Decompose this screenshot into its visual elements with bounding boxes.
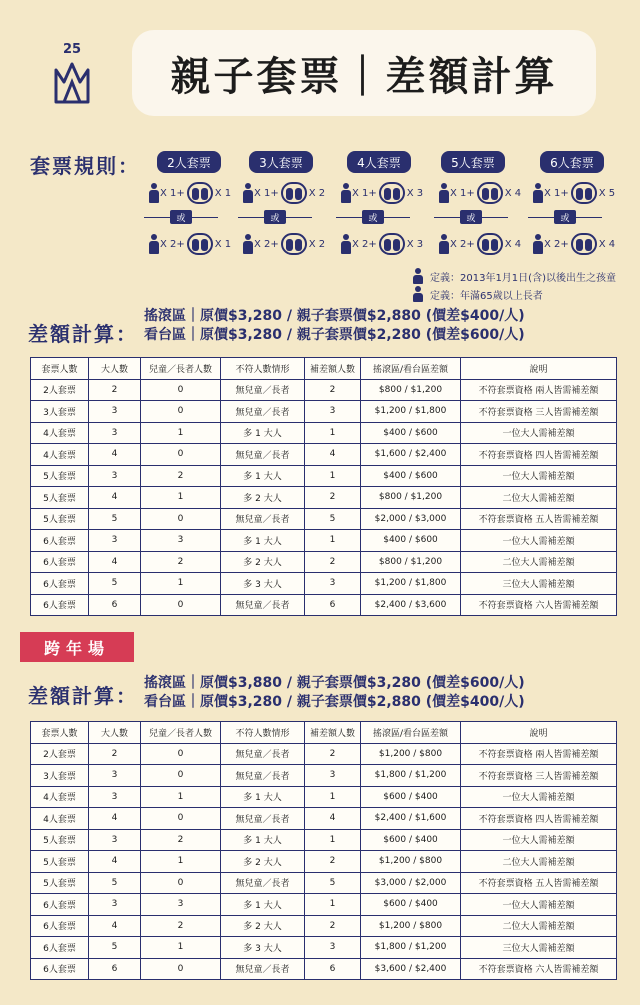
child-elder-icon	[571, 233, 597, 255]
table-cell: $2,400 / $3,600	[361, 594, 461, 616]
or-badge: 或	[362, 210, 384, 224]
table-cell: 2	[141, 465, 221, 487]
table-cell: 3	[89, 401, 141, 423]
table-cell: 多 2 大人	[221, 551, 305, 573]
child-elder-icon	[379, 233, 405, 255]
table-cell: 2人套票	[31, 379, 89, 401]
child-elder-icon	[281, 182, 307, 204]
table-cell: 2	[89, 379, 141, 401]
table-cell: $1,200 / $1,800	[361, 573, 461, 595]
column-header: 套票人數	[31, 358, 89, 380]
table-cell: 無兒童／長者	[221, 958, 305, 980]
package-pill: 3人套票	[249, 151, 313, 173]
table-cell: 二位大人需補差額	[461, 551, 617, 573]
diff-label-1: 差額計算：	[28, 322, 138, 346]
page-title: 親子套票｜差額計算	[170, 53, 558, 100]
table-row	[31, 465, 617, 487]
table-row	[31, 851, 617, 873]
adult-icon	[438, 234, 450, 254]
table-cell: 5	[89, 508, 141, 530]
price-line: 搖滾區｜原價$3,880 / 親子套票價$3,280 (價差$600/人)	[144, 675, 525, 691]
table-cell: 1	[141, 937, 221, 959]
table-cell: 多 1 大人	[221, 465, 305, 487]
adult-count: X 2+	[160, 238, 185, 250]
adult-count: X 1+	[544, 187, 569, 199]
table-cell: 4	[89, 444, 141, 466]
table-cell: 三位大人需補差額	[461, 573, 617, 595]
table-cell: 不符套票資格 三人皆需補差額	[461, 765, 617, 787]
table-cell: 不符套票資格 四人皆需補差額	[461, 808, 617, 830]
table-cell: 多 3 大人	[221, 573, 305, 595]
adult-count: X 1+	[450, 187, 475, 199]
price-line: 看台區｜原價$3,280 / 親子套票價$2,880 (價差$400/人)	[144, 694, 525, 710]
table-cell: 無兒童／長者	[221, 872, 305, 894]
package-formula	[242, 178, 325, 208]
table-row	[31, 958, 617, 980]
brand-logo	[50, 42, 94, 106]
table-cell: 6人套票	[31, 530, 89, 552]
table-cell: $3,600 / $2,400	[361, 958, 461, 980]
table-cell: 3	[89, 894, 141, 916]
table-cell: 0	[141, 401, 221, 423]
table-cell: 2	[141, 551, 221, 573]
or-badge: 或	[460, 210, 482, 224]
table-cell: 不符套票資格 六人皆需補差額	[461, 958, 617, 980]
diff-label-2: 差額計算：	[28, 684, 138, 708]
table-header-row	[31, 358, 617, 380]
table-row	[31, 551, 617, 573]
table-cell: 無兒童／長者	[221, 765, 305, 787]
table-cell: 4	[89, 915, 141, 937]
table-row	[31, 937, 617, 959]
table-cell: 3人套票	[31, 765, 89, 787]
table-cell: $1,800 / $1,200	[361, 937, 461, 959]
or-badge: 或	[554, 210, 576, 224]
table-cell: 6人套票	[31, 894, 89, 916]
table-cell: 0	[141, 379, 221, 401]
table-row	[31, 829, 617, 851]
table-cell: $2,400 / $1,600	[361, 808, 461, 830]
table-cell: 不符套票資格 六人皆需補差額	[461, 594, 617, 616]
table-cell: $1,200 / $1,800	[361, 401, 461, 423]
adult-count: X 2+	[352, 238, 377, 250]
table-cell: 2	[305, 743, 361, 765]
table-cell: $1,800 / $1,200	[361, 765, 461, 787]
table-row	[31, 786, 617, 808]
table-cell: 0	[141, 444, 221, 466]
child-count: X 5	[598, 187, 616, 199]
child-elder-icon	[187, 182, 213, 204]
table-row	[31, 401, 617, 423]
table-cell: 一位大人需補差額	[461, 422, 617, 444]
table-cell: 5人套票	[31, 851, 89, 873]
child-elder-icon	[477, 233, 503, 255]
package-formula	[532, 229, 615, 259]
table-cell: 0	[141, 743, 221, 765]
table-cell: 一位大人需補差額	[461, 894, 617, 916]
table-cell: 無兒童／長者	[221, 379, 305, 401]
or-badge: 或	[264, 210, 286, 224]
table-cell: 3	[89, 465, 141, 487]
table-cell: 3人套票	[31, 401, 89, 423]
table-cell: 0	[141, 872, 221, 894]
column-header: 說明	[461, 722, 617, 744]
table-cell: 1	[305, 894, 361, 916]
package-formula	[148, 178, 231, 208]
table-cell: 2	[305, 851, 361, 873]
table-cell: 1	[141, 487, 221, 509]
column-header: 兒童／長者人數	[141, 722, 221, 744]
table-cell: $400 / $600	[361, 530, 461, 552]
table-cell: 2	[141, 829, 221, 851]
table-cell: 4人套票	[31, 786, 89, 808]
column-header: 大人數	[89, 722, 141, 744]
difference-table-1	[30, 357, 617, 616]
table-cell: $2,000 / $3,000	[361, 508, 461, 530]
table-cell: 4	[305, 444, 361, 466]
table-cell: 4	[89, 551, 141, 573]
child-count: X 2	[308, 238, 326, 250]
child-count: X 4	[598, 238, 616, 250]
adult-count: X 2+	[254, 238, 279, 250]
table-cell: 3	[305, 765, 361, 787]
table-cell: 5人套票	[31, 508, 89, 530]
table-cell: 0	[141, 765, 221, 787]
table-cell: 5人套票	[31, 487, 89, 509]
table-cell: $1,200 / $800	[361, 851, 461, 873]
table-row	[31, 530, 617, 552]
difference-table-2	[30, 721, 617, 980]
table-cell: $1,200 / $800	[361, 915, 461, 937]
package-formula	[438, 178, 521, 208]
table-cell: 6	[89, 958, 141, 980]
column-header: 大人數	[89, 358, 141, 380]
legend-elder-text: 定義：年滿65歲以上長者	[430, 290, 543, 302]
package-formula	[242, 229, 325, 259]
table-cell: 3	[305, 573, 361, 595]
table-cell: 不符套票資格 四人皆需補差額	[461, 444, 617, 466]
child-count: X 4	[504, 238, 522, 250]
adult-count: X 1+	[254, 187, 279, 199]
table-cell: 3	[305, 937, 361, 959]
child-elder-icon	[477, 182, 503, 204]
child-elder-icon	[187, 233, 213, 255]
table-cell: 6人套票	[31, 915, 89, 937]
table-row	[31, 487, 617, 509]
legend-child-text: 定義：2013年1月1日(含)以後出生之孩童	[430, 272, 616, 284]
table-cell: 2	[305, 551, 361, 573]
adult-count: X 1+	[352, 187, 377, 199]
table-cell: $800 / $1,200	[361, 379, 461, 401]
table-cell: 0	[141, 508, 221, 530]
table-cell: 無兒童／長者	[221, 743, 305, 765]
adult-icon	[438, 183, 450, 203]
table-cell: 1	[305, 422, 361, 444]
table-cell: 5	[89, 937, 141, 959]
child-elder-icon	[571, 182, 597, 204]
legend-child	[412, 268, 616, 284]
table-cell: 無兒童／長者	[221, 808, 305, 830]
table-cell: 6	[305, 594, 361, 616]
table-cell: 一位大人需補差額	[461, 530, 617, 552]
table-cell: 4	[305, 808, 361, 830]
table-row	[31, 872, 617, 894]
table-cell: 一位大人需補差額	[461, 786, 617, 808]
package-formula	[148, 229, 231, 259]
table-row	[31, 594, 617, 616]
table-cell: 不符套票資格 五人皆需補差額	[461, 872, 617, 894]
adult-count: X 2+	[450, 238, 475, 250]
child-count: X 1	[214, 187, 232, 199]
package-pill: 2人套票	[157, 151, 221, 173]
child-elder-icon	[281, 233, 307, 255]
table-cell: 3	[89, 765, 141, 787]
table-cell: 5	[305, 508, 361, 530]
table-cell: $800 / $1,200	[361, 487, 461, 509]
table-cell: $1,200 / $800	[361, 743, 461, 765]
child-count: X 2	[308, 187, 326, 199]
adult-icon	[242, 183, 254, 203]
table-row	[31, 808, 617, 830]
table-cell: 5	[89, 573, 141, 595]
table-cell: 2	[305, 915, 361, 937]
table-cell: 1	[141, 573, 221, 595]
adult-icon	[532, 183, 544, 203]
table-cell: 5	[89, 872, 141, 894]
table-row	[31, 765, 617, 787]
price-lines-1	[144, 307, 525, 345]
package-formula	[438, 229, 521, 259]
rules-label: 套票規則：	[30, 154, 140, 178]
table-cell: 無兒童／長者	[221, 401, 305, 423]
table-cell: 3	[89, 422, 141, 444]
table-cell: 1	[305, 786, 361, 808]
table-cell: 4	[89, 487, 141, 509]
table-cell: 4人套票	[31, 808, 89, 830]
table-cell: 0	[141, 808, 221, 830]
child-icon	[412, 268, 424, 284]
table-row	[31, 422, 617, 444]
table-cell: 3	[141, 530, 221, 552]
table-cell: 多 2 大人	[221, 915, 305, 937]
new-year-badge: 跨年場	[20, 632, 134, 662]
legend-elder	[412, 286, 543, 302]
table-cell: $600 / $400	[361, 829, 461, 851]
table-cell: 2	[305, 379, 361, 401]
column-header: 補差額人數	[305, 722, 361, 744]
package-formula	[532, 178, 615, 208]
adult-icon	[340, 234, 352, 254]
table-cell: 一位大人需補差額	[461, 465, 617, 487]
column-header: 兒童／長者人數	[141, 358, 221, 380]
table-row	[31, 894, 617, 916]
table-row	[31, 915, 617, 937]
table-cell: $400 / $600	[361, 422, 461, 444]
table-cell: 3	[89, 530, 141, 552]
table-cell: 6人套票	[31, 958, 89, 980]
table-cell: 多 2 大人	[221, 487, 305, 509]
adult-icon	[340, 183, 352, 203]
table-cell: 4人套票	[31, 444, 89, 466]
table-cell: 多 3 大人	[221, 937, 305, 959]
table-cell: 二位大人需補差額	[461, 915, 617, 937]
table-cell: 多 1 大人	[221, 786, 305, 808]
table-cell: $600 / $400	[361, 894, 461, 916]
table-cell: 2	[141, 915, 221, 937]
adult-icon	[148, 234, 160, 254]
table-row	[31, 508, 617, 530]
adult-icon	[242, 234, 254, 254]
table-cell: 無兒童／長者	[221, 444, 305, 466]
table-cell: 無兒童／長者	[221, 508, 305, 530]
table-cell: 2	[305, 487, 361, 509]
table-cell: $800 / $1,200	[361, 551, 461, 573]
table-cell: 2	[89, 743, 141, 765]
table-cell: 不符套票資格 五人皆需補差額	[461, 508, 617, 530]
child-elder-icon	[379, 182, 405, 204]
package-formula	[340, 178, 423, 208]
table-cell: 6	[89, 594, 141, 616]
adult-count: X 1+	[160, 187, 185, 199]
table-cell: $1,600 / $2,400	[361, 444, 461, 466]
price-line: 看台區｜原價$3,280 / 親子套票價$2,280 (價差$600/人)	[144, 327, 525, 343]
table-cell: 1	[305, 829, 361, 851]
package-pill: 4人套票	[347, 151, 411, 173]
table-cell: 5人套票	[31, 872, 89, 894]
title-banner	[132, 30, 596, 116]
table-cell: 3	[89, 786, 141, 808]
column-header: 補差額人數	[305, 358, 361, 380]
table-cell: 多 1 大人	[221, 829, 305, 851]
elder-icon	[412, 286, 424, 302]
column-header: 套票人數	[31, 722, 89, 744]
table-cell: 4人套票	[31, 422, 89, 444]
table-cell: 不符套票資格 三人皆需補差額	[461, 401, 617, 423]
table-cell: 6	[305, 958, 361, 980]
column-header: 不符人數情形	[221, 358, 305, 380]
table-cell: 5人套票	[31, 465, 89, 487]
or-badge: 或	[170, 210, 192, 224]
table-row	[31, 379, 617, 401]
table-cell: 6人套票	[31, 594, 89, 616]
adult-icon	[532, 234, 544, 254]
table-cell: 1	[141, 786, 221, 808]
table-cell: 2人套票	[31, 743, 89, 765]
child-count: X 1	[214, 238, 232, 250]
logo-number: 25	[62, 42, 82, 57]
column-header: 搖滾區/看台區差額	[361, 358, 461, 380]
child-count: X 3	[406, 238, 424, 250]
price-lines-2	[144, 674, 525, 712]
table-cell: 6人套票	[31, 937, 89, 959]
table-cell: $400 / $600	[361, 465, 461, 487]
table-cell: 3	[89, 829, 141, 851]
table-cell: 3	[141, 894, 221, 916]
table-cell: $3,000 / $2,000	[361, 872, 461, 894]
table-cell: 多 2 大人	[221, 851, 305, 873]
price-line: 搖滾區｜原價$3,280 / 親子套票價$2,880 (價差$400/人)	[144, 308, 525, 324]
table-cell: 三位大人需補差額	[461, 937, 617, 959]
table-cell: 1	[141, 422, 221, 444]
table-cell: 1	[141, 851, 221, 873]
table-cell: 多 1 大人	[221, 530, 305, 552]
table-cell: 無兒童／長者	[221, 594, 305, 616]
child-count: X 4	[504, 187, 522, 199]
table-row	[31, 573, 617, 595]
package-formula	[340, 229, 423, 259]
table-cell: 1	[305, 530, 361, 552]
table-header-row	[31, 722, 617, 744]
table-cell: 4	[89, 808, 141, 830]
adult-count: X 2+	[544, 238, 569, 250]
column-header: 說明	[461, 358, 617, 380]
column-header: 不符人數情形	[221, 722, 305, 744]
table-row	[31, 444, 617, 466]
table-cell: 多 1 大人	[221, 422, 305, 444]
table-cell: 3	[305, 401, 361, 423]
column-header: 搖滾區/看台區差額	[361, 722, 461, 744]
table-cell: 4	[89, 851, 141, 873]
table-cell: 6人套票	[31, 551, 89, 573]
table-cell: 一位大人需補差額	[461, 829, 617, 851]
child-count: X 3	[406, 187, 424, 199]
table-cell: 6人套票	[31, 573, 89, 595]
table-cell: 0	[141, 958, 221, 980]
table-cell: 5人套票	[31, 829, 89, 851]
table-cell: 不符套票資格 兩人皆需補差額	[461, 379, 617, 401]
table-row	[31, 743, 617, 765]
table-cell: $600 / $400	[361, 786, 461, 808]
table-cell: 5	[305, 872, 361, 894]
crown-logo-icon	[50, 42, 94, 106]
table-cell: 二位大人需補差額	[461, 487, 617, 509]
adult-icon	[148, 183, 160, 203]
table-cell: 1	[305, 465, 361, 487]
table-cell: 0	[141, 594, 221, 616]
table-cell: 二位大人需補差額	[461, 851, 617, 873]
table-cell: 多 1 大人	[221, 894, 305, 916]
package-pill: 5人套票	[441, 151, 505, 173]
table-cell: 不符套票資格 兩人皆需補差額	[461, 743, 617, 765]
package-pill: 6人套票	[540, 151, 604, 173]
